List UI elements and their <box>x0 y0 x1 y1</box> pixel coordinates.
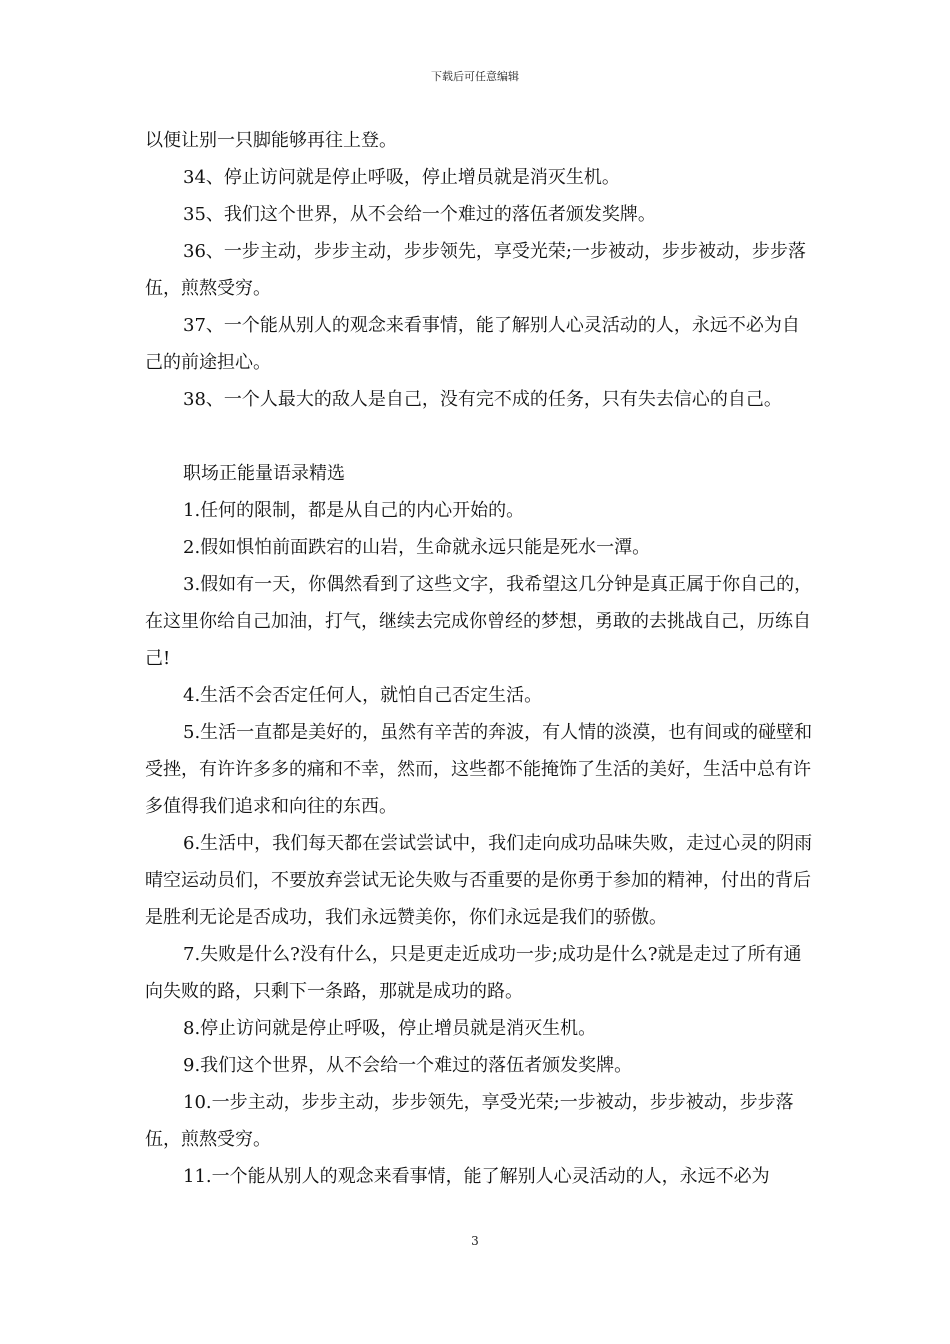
list-item: 1.任何的限制，都是从自己的内心开始的。 <box>183 500 525 521</box>
paragraph: 以便让别一只脚能够再往上登。 <box>145 130 397 151</box>
paragraph: 35、我们这个世界，从不会给一个难过的落伍者颁发奖牌。 <box>183 204 656 225</box>
paragraph: 38、一个人最大的敌人是自己，没有完不成的任务，只有失去信心的自己。 <box>183 389 782 410</box>
paragraph: 37、一个能从别人的观念来看事情，能了解别人心灵活动的人，永远不必为自己的前途担心。 <box>145 315 800 373</box>
list-item: 4.生活不会否定任何人，就怕自己否定生活。 <box>183 685 543 706</box>
list-item: 6.生活中，我们每天都在尝试尝试中，我们走向成功品味失败，走过心灵的阴雨晴空运动员们，不要放弃尝试无论失败与否重要的是你勇于参加的精神，付出的背后是胜利无论是否成功，我们永远赞美你，你们永远是我们的骄傲。 <box>145 833 813 928</box>
page-header: 下载后可任意编辑 <box>431 70 519 83</box>
section-spacer <box>145 418 815 455</box>
document-body <box>145 122 815 1195</box>
list-item: 7.失败是什么?没有什么，只是更走近成功一步;成功是什么?就是走过了所有通向失败的路，只剩下一条路，那就是成功的路。 <box>145 944 802 1002</box>
list-item: 11.一个能从别人的观念来看事情，能了解别人心灵活动的人，永远不必为 <box>183 1166 770 1187</box>
list-item: 2.假如惧怕前面跌宕的山岩，生命就永远只能是死水一潭。 <box>183 537 651 558</box>
paragraph: 36、一步主动，步步主动，步步领先，享受光荣;一步被动，步步被动，步步落伍，煎熬受穷。 <box>145 241 806 299</box>
page-number: 3 <box>471 1234 479 1248</box>
list-item: 10.一步主动，步步主动，步步领先，享受光荣;一步被动，步步被动，步步落伍，煎熬受穷。 <box>145 1092 794 1150</box>
list-item: 8.停止访问就是停止呼吸，停止增员就是消灭生机。 <box>183 1018 597 1039</box>
list-item: 9.我们这个世界，从不会给一个难过的落伍者颁发奖牌。 <box>183 1055 633 1076</box>
list-item: 3.假如有一天，你偶然看到了这些文字，我希望这几分钟是真正属于你自己的，在这里你给自己加油，打气，继续去完成你曾经的梦想，勇敢的去挑战自己，历练自己! <box>145 574 813 669</box>
paragraph: 34、停止访问就是停止呼吸，停止增员就是消灭生机。 <box>183 167 620 188</box>
list-item: 5.生活一直都是美好的，虽然有辛苦的奔波，有人情的淡漠，也有间或的碰壁和受挫，有许许多多的痛和不幸，然而，这些都不能掩饰了生活的美好，生活中总有许多值得我们追求和向往的东西。 <box>145 722 813 817</box>
section-title: 职场正能量语录精选 <box>183 463 345 484</box>
